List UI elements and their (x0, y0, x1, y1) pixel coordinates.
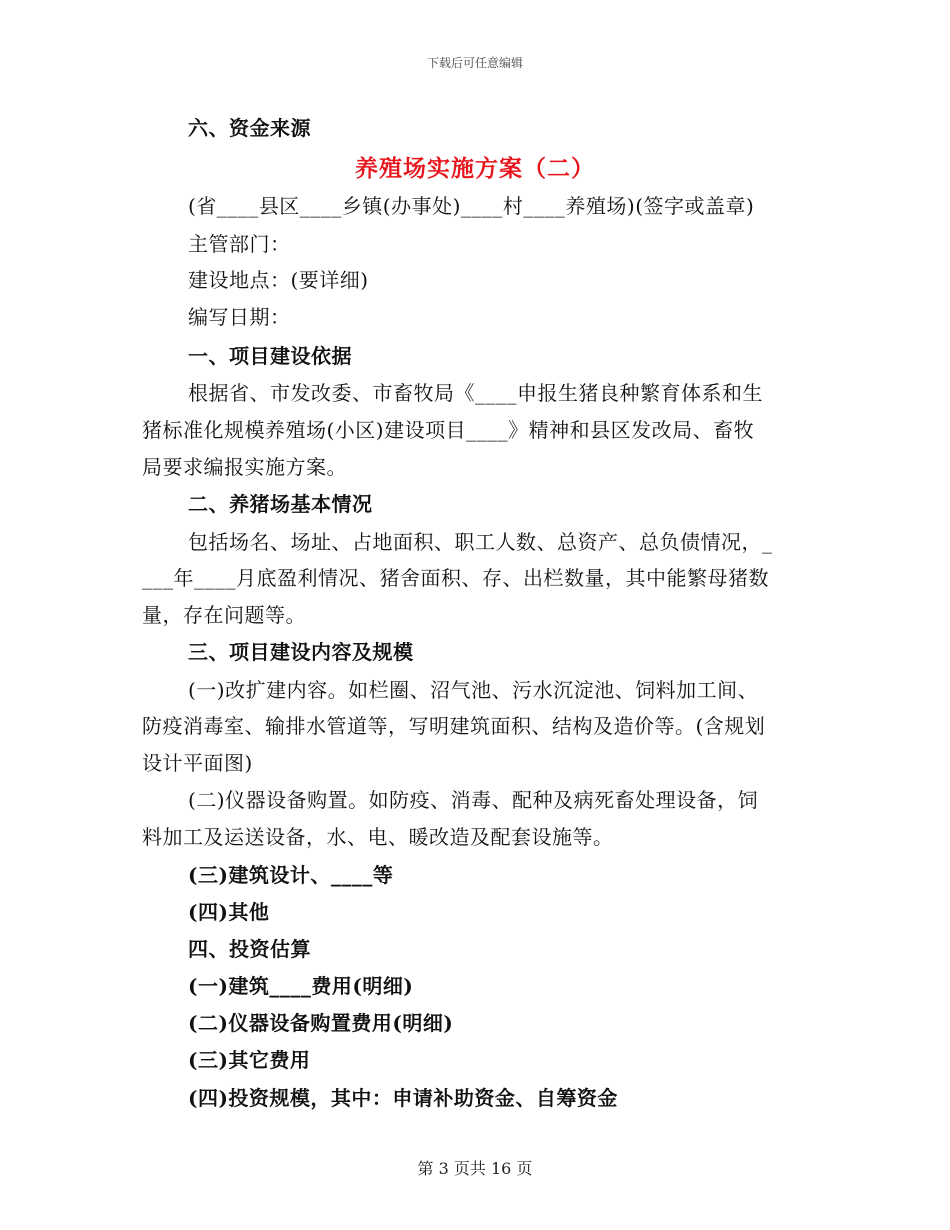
paragraph-line: 局要求编报实施方案。 (142, 455, 347, 479)
subheading: (二)仪器设备购置费用(明细) (188, 1011, 454, 1035)
section-heading-content: 三、项目建设内容及规模 (188, 640, 414, 664)
subheading: (一)建筑____费用(明细) (188, 974, 414, 998)
paragraph-line: 猪标准化规模养殖场(小区)建设项目____》精神和县区发改局、畜牧 (142, 418, 755, 442)
subheading: (三)其它费用 (188, 1048, 311, 1072)
paragraph-line: 包括场名、场址、占地面积、职工人数、总资产、总负债情况，_ (188, 530, 773, 554)
paragraph-line: 料加工及运送设备，水、电、暖改造及配套设施等。 (142, 825, 614, 849)
paragraph-line: 根据省、市发改委、市畜牧局《____申报生猪良种繁育体系和生 (188, 381, 763, 405)
paragraph-line: ___年____月底盈利情况、猪舍面积、存、出栏数量，其中能繁母猪数 (142, 566, 769, 590)
subheading: (四)投资规模，其中：申请补助资金、自筹资金 (188, 1086, 618, 1110)
paragraph-line: 量，存在问题等。 (142, 603, 306, 627)
section-heading-investment: 四、投资估算 (188, 937, 311, 961)
document-title: 养殖场实施方案（二） (355, 155, 595, 182)
section-heading-situation: 二、养猪场基本情况 (188, 492, 373, 516)
paragraph-line: (一)改扩建内容。如栏圈、沼气池、污水沉淀池、饲料加工间、 (188, 678, 759, 702)
page-header: 下载后可任意编辑 (426, 56, 523, 70)
paragraph-line: (二)仪器设备购置。如防疫、消毒、配种及病死畜处理设备，饲 (188, 788, 759, 812)
section-heading-basis: 一、项目建设依据 (188, 344, 352, 368)
subheading: (三)建筑设计、____等 (188, 863, 394, 887)
applicant-line: (省____县区____乡镇(办事处)____村____养殖场)(签字或盖章) (188, 194, 755, 218)
paragraph-line: 防疫消毒室、输排水管道等，写明建筑面积、结构及造价等。(含规划 (142, 714, 766, 738)
department-line: 主管部门： (188, 232, 291, 256)
paragraph-line: 设计平面图) (142, 751, 253, 775)
page-footer: 第 3 页共 16 页 (417, 1159, 533, 1178)
date-line: 编写日期： (188, 305, 291, 329)
section-heading-funding: 六、资金来源 (188, 116, 311, 140)
location-line: 建设地点：(要详细) (188, 268, 369, 292)
subheading: (四)其他 (188, 900, 270, 924)
